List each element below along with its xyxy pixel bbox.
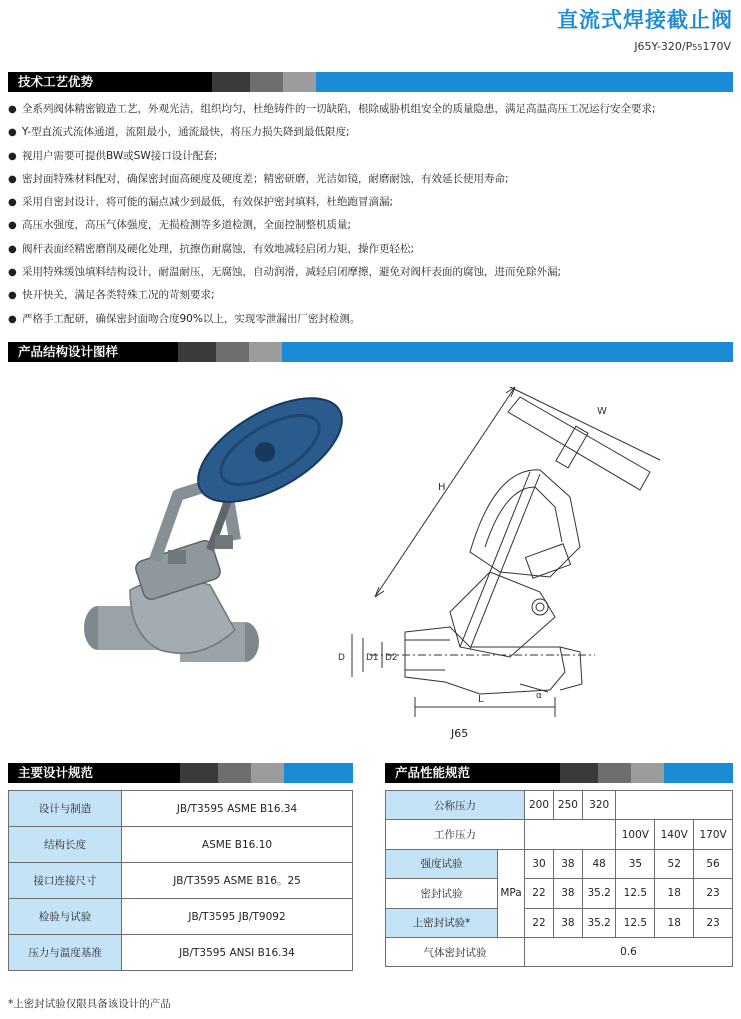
section-bar-structure: [8, 342, 733, 362]
unit-cell: MPa: [498, 849, 525, 937]
section-bar-performance: [385, 763, 733, 783]
table-row: 密封试验 22 38 35.2 12.5 18 23: [386, 879, 733, 908]
footnote: *上密封试验仅限具备该设计的产品: [8, 998, 171, 1010]
dim-label-d1: D1: [366, 653, 379, 663]
section-bar-design: [8, 763, 353, 783]
valve-photo: [60, 400, 380, 680]
table-row: 压力与温度基准 JB/T3595 ANSI B16.34: [9, 935, 353, 971]
dim-label-l: L: [478, 694, 484, 705]
dim-label-h: H: [438, 482, 446, 493]
design-table: [8, 790, 353, 971]
dim-label-alpha: α: [536, 691, 542, 701]
list-item: ● 高压水强度，高压气体强度，无损检测等多道检测，全面控制整机质量;: [8, 219, 352, 232]
dim-label-d: D: [338, 653, 345, 663]
table-row: 上密封试验* 22 38 35.2 12.5 18 23: [386, 908, 733, 937]
valve-technical-drawing: [338, 372, 735, 747]
list-item: ● 阀杆表面经精密磨削及硬化处理，抗擦伤耐腐蚀，有效地减轻启闭力矩，操作更轻松;: [8, 242, 415, 255]
list-item: ● 视用户需要可提供BW或SW接口设计配套;: [8, 149, 218, 162]
drawing-caption: J65: [451, 727, 469, 740]
page-title: 直流式焊接截止阀: [557, 8, 733, 32]
list-item: ● 全系列阀体精密锻造工艺，外观光洁，组织均匀，杜绝铸件的一切缺陷，根除威胁机组安全的质量隐患，满足高温高压工况运行安全要求;: [8, 103, 656, 115]
table-row: 工作压力 100V 140V 170V: [386, 820, 733, 849]
table-row: 设计与制造 JB/T3595 ASME B16.34: [9, 791, 353, 827]
table-row: 强度试验 MPa 30 38 48 35 52 56: [386, 849, 733, 878]
section-title-structure: 产品结构设计图样: [8, 342, 178, 362]
list-item: ● 严格手工配研，确保密封面吻合度90%以上，实现零泄漏出厂密封检测。: [8, 312, 361, 325]
table-row: 接口连接尺寸 JB/T3595 ASME B16。25: [9, 863, 353, 899]
performance-table: [385, 790, 733, 967]
list-item: ● 快开快关，满足各类特殊工况的苛刻要求;: [8, 289, 215, 302]
table-row: 气体密封试验 0.6: [386, 937, 733, 966]
table-row: 公称压力 200 250 320: [386, 791, 733, 820]
table-row: 检验与试验 JB/T3595 JB/T9092: [9, 899, 353, 935]
table-row: 结构长度 ASME B16.10: [9, 827, 353, 863]
dim-label-d2: D2: [385, 653, 398, 663]
advantages-list: [8, 98, 733, 331]
section-title-performance: 产品性能规范: [385, 763, 560, 783]
list-item: ● 采用自密封设计，将可能的漏点减少到最低，有效保护密封填料，杜绝跑冒滴漏;: [8, 196, 394, 209]
list-item: ● Y-型直流式流体通道，流阻最小，通流最快，将压力损失降到最低限度;: [8, 126, 350, 139]
section-title-design: 主要设计规范: [8, 763, 180, 783]
list-item: ● 密封面特殊材料配对，确保密封面高硬度及硬度差；精密研磨，光洁如镜，耐磨耐蚀，有效延长使用寿命;: [8, 172, 509, 185]
section-bar-advantages: [8, 72, 733, 92]
section-title-advantages: 技术工艺优势: [8, 72, 212, 92]
dim-label-w: W: [597, 406, 607, 417]
model-number: J65Y-320/P55170V: [634, 40, 731, 53]
list-item: ● 采用特殊缓蚀填料结构设计，耐温耐压，无腐蚀，自动润滑，减轻启闭摩擦，避免对阀杆表面的腐蚀，进而免除外漏;: [8, 266, 562, 279]
